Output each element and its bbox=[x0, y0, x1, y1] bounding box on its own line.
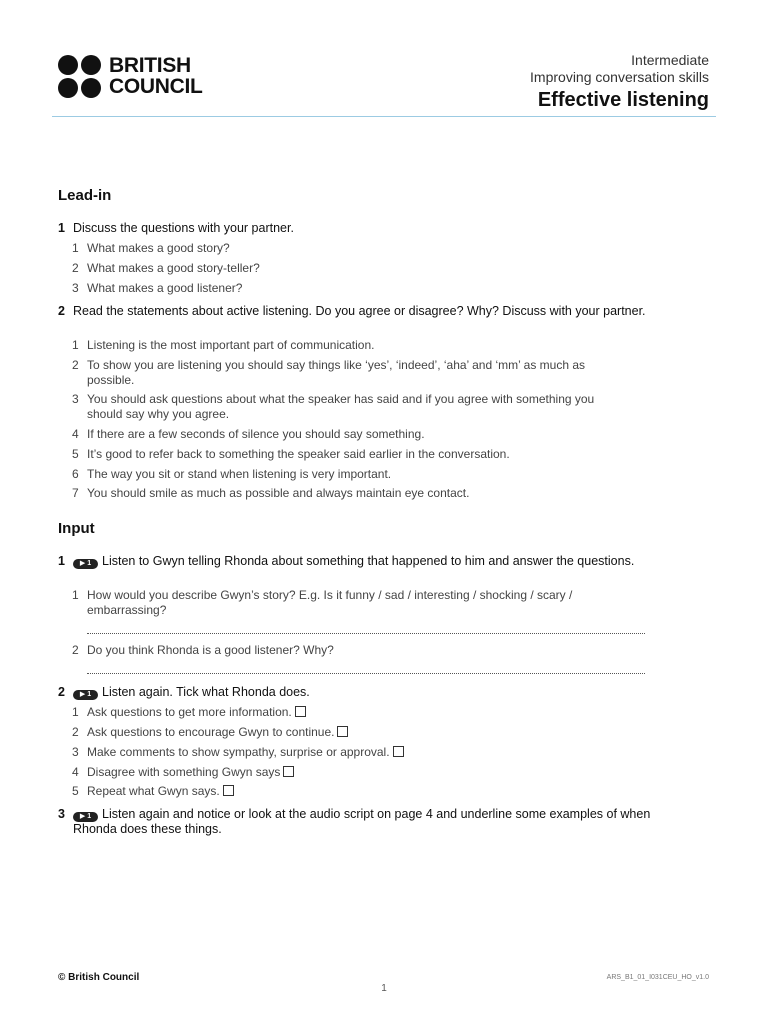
tick-checkbox[interactable] bbox=[337, 726, 348, 737]
question-text: Listen to Gwyn telling Rhonda about something that happened to him and answer the questions. bbox=[102, 554, 635, 568]
page-number: 1 bbox=[381, 983, 387, 994]
header bbox=[530, 52, 709, 113]
question-text: Read the statements about active listening. Do you agree or disagree? Why? Discuss with your partner. bbox=[73, 304, 646, 318]
item-text: Make comments to show sympathy, surprise or approval. bbox=[87, 745, 390, 759]
item-text: To show you are listening you should say things like ‘yes’, ‘indeed’, ‘aha’ and ‘mm’ as much as possible. bbox=[87, 358, 586, 387]
item-number: 1 bbox=[72, 705, 79, 719]
item-number: 3 bbox=[72, 392, 79, 406]
list-item bbox=[72, 261, 632, 276]
list-item bbox=[72, 745, 632, 760]
list-item bbox=[72, 486, 632, 501]
item-text: What makes a good listener? bbox=[87, 281, 243, 295]
question-number: 3 bbox=[58, 807, 65, 821]
item-text: Ask questions to encourage Gwyn to continue. bbox=[87, 725, 335, 739]
item-number: 5 bbox=[72, 447, 79, 461]
section-title-lead-in: Lead-in bbox=[58, 187, 112, 204]
item-number: 4 bbox=[72, 765, 79, 779]
list-item bbox=[72, 427, 632, 442]
item-number: 1 bbox=[72, 588, 79, 602]
item-number: 6 bbox=[72, 467, 79, 481]
british-council-logo bbox=[58, 55, 203, 98]
list-item bbox=[72, 725, 632, 740]
lead-in-question-1 bbox=[58, 221, 658, 236]
answer-line[interactable] bbox=[87, 673, 645, 674]
list-item bbox=[72, 241, 632, 256]
list-item bbox=[72, 765, 632, 780]
list-item bbox=[72, 784, 632, 799]
lead-in-question-2 bbox=[58, 304, 658, 319]
list-item bbox=[72, 392, 632, 422]
item-number: 5 bbox=[72, 784, 79, 798]
tick-checkbox[interactable] bbox=[223, 785, 234, 796]
item-number: 2 bbox=[72, 725, 79, 739]
audio-track-icon[interactable]: ▶ 1 bbox=[73, 559, 98, 569]
item-text: What makes a good story-teller? bbox=[87, 261, 260, 275]
item-number: 2 bbox=[72, 261, 79, 275]
item-number: 3 bbox=[72, 281, 79, 295]
tick-checkbox[interactable] bbox=[295, 706, 306, 717]
audio-track-label: 1 bbox=[87, 813, 92, 820]
copyright: © British Council bbox=[58, 972, 140, 983]
item-number: 1 bbox=[72, 338, 79, 352]
header-divider bbox=[52, 116, 716, 117]
item-number: 1 bbox=[72, 241, 79, 255]
logo-line-1: BRITISH bbox=[109, 53, 191, 77]
course-label: Improving conversation skills bbox=[530, 69, 709, 85]
item-text: How would you describe Gwyn’s story? E.g. Is it funny / sad / interesting / shocking / scary / embarrassing? bbox=[87, 588, 573, 617]
item-number: 4 bbox=[72, 427, 79, 441]
document-code: ARS_B1_01_I031CEU_HO_v1.0 bbox=[606, 974, 709, 981]
item-number: 3 bbox=[72, 745, 79, 759]
question-number: 2 bbox=[58, 685, 65, 699]
tick-checkbox[interactable] bbox=[393, 746, 404, 757]
item-text: What makes a good story? bbox=[87, 241, 230, 255]
question-number: 1 bbox=[58, 554, 65, 568]
item-text: You should ask questions about what the speaker has said and if you agree with something you should say why you agree. bbox=[87, 392, 595, 421]
logo-line-2: COUNCIL bbox=[109, 74, 203, 98]
item-text: Ask questions to get more information. bbox=[87, 705, 292, 719]
tick-checkbox[interactable] bbox=[283, 766, 294, 777]
audio-track-icon[interactable]: ▶ 1 bbox=[73, 812, 98, 822]
item-text: Listening is the most important part of communication. bbox=[87, 338, 375, 352]
logo-dots-icon bbox=[58, 55, 101, 98]
item-text: It’s good to refer back to something the speaker said earlier in the conversation. bbox=[87, 447, 510, 461]
question-text: Listen again. Tick what Rhonda does. bbox=[102, 685, 310, 699]
item-number: 2 bbox=[72, 358, 79, 372]
list-item bbox=[72, 705, 632, 720]
question-text: Discuss the questions with your partner. bbox=[73, 221, 294, 235]
answer-line[interactable] bbox=[87, 633, 645, 634]
question-text: Listen again and notice or look at the audio script on page 4 and underline some examples of when Rhonda does these things. bbox=[73, 807, 651, 836]
input-question-1 bbox=[58, 554, 658, 569]
item-text: If there are a few seconds of silence you should say something. bbox=[87, 427, 425, 441]
input-question-3 bbox=[58, 807, 658, 837]
page-title: Effective listening bbox=[537, 89, 709, 111]
item-text: Disagree with something Gwyn says bbox=[87, 765, 281, 779]
list-item bbox=[72, 643, 632, 658]
question-number: 2 bbox=[58, 304, 65, 318]
section-title-input: Input bbox=[58, 520, 95, 537]
item-text: Repeat what Gwyn says. bbox=[87, 784, 220, 798]
list-item bbox=[72, 281, 632, 296]
audio-track-icon[interactable]: ▶ 1 bbox=[73, 690, 98, 700]
list-item bbox=[72, 467, 632, 482]
item-number: 7 bbox=[72, 486, 79, 500]
item-text: Do you think Rhonda is a good listener? Why? bbox=[87, 643, 334, 657]
input-question-2 bbox=[58, 685, 658, 700]
level-label: Intermediate bbox=[631, 52, 709, 68]
question-number: 1 bbox=[58, 221, 65, 235]
list-item bbox=[72, 447, 632, 462]
list-item bbox=[72, 588, 632, 618]
item-number: 2 bbox=[72, 643, 79, 657]
item-text: The way you sit or stand when listening is very important. bbox=[87, 467, 392, 481]
list-item bbox=[72, 358, 632, 388]
audio-track-label: 1 bbox=[87, 560, 92, 567]
audio-track-label: 1 bbox=[87, 691, 92, 698]
item-text: You should smile as much as possible and always maintain eye contact. bbox=[87, 486, 470, 500]
list-item bbox=[72, 338, 632, 353]
